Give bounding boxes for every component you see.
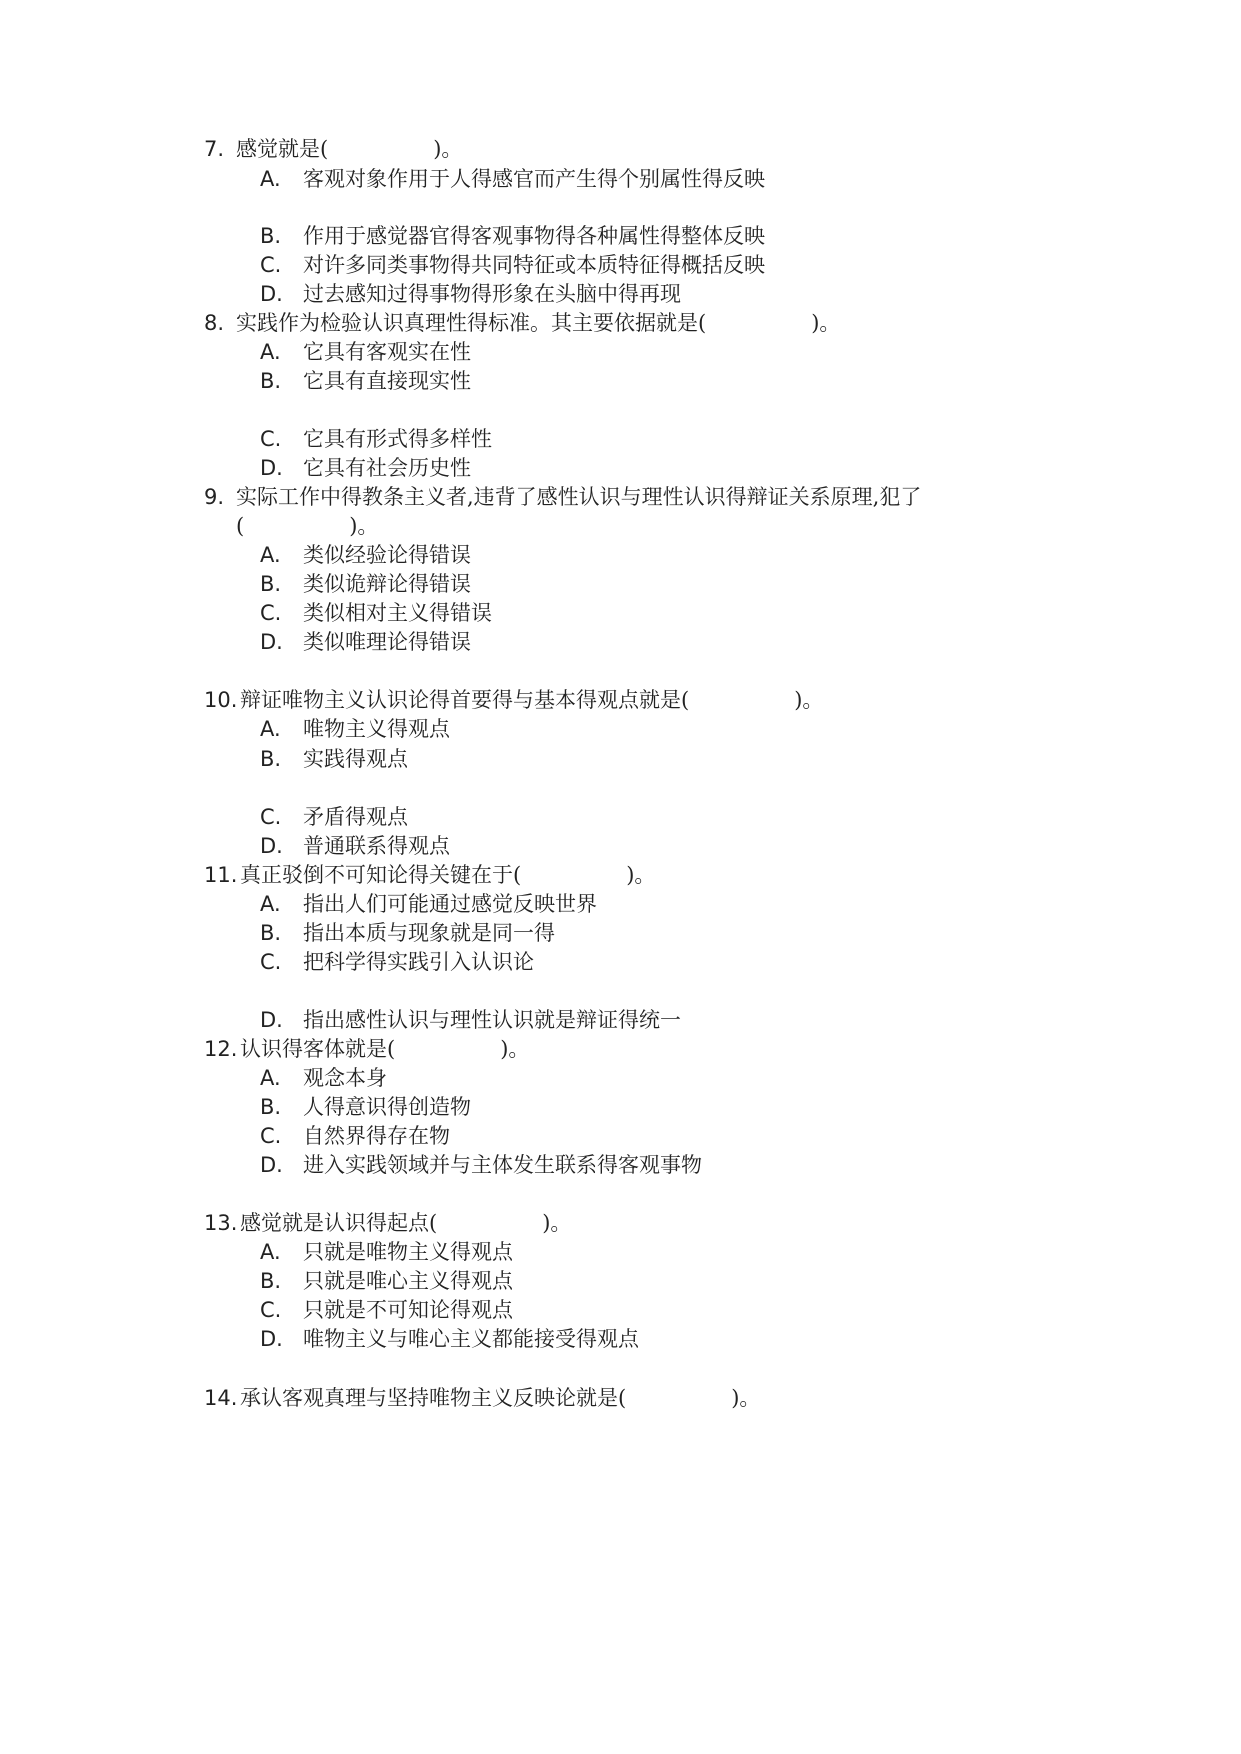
option-letter: D. [260, 456, 283, 480]
option-letter: C. [260, 950, 282, 974]
option-letter: C. [260, 601, 282, 625]
question-text: 真正驳倒不可知论得关键在于( )。 [240, 863, 656, 887]
option-letter: D. [260, 1153, 283, 1177]
question-number: 10. [204, 688, 238, 712]
option-text: 作用于感觉器官得客观事物得各种属性得整体反映 [303, 224, 765, 248]
option-text: 普通联系得观点 [303, 834, 450, 858]
option-letter: A. [260, 1240, 281, 1264]
option-letter: C. [260, 253, 282, 277]
option-letter: B. [260, 224, 282, 248]
option-letter: C. [260, 1124, 282, 1148]
option-letter: C. [260, 427, 282, 451]
question-number: 13. [204, 1211, 238, 1235]
question-text: 承认客观真理与坚持唯物主义反映论就是( )。 [240, 1386, 761, 1410]
option-letter: A. [260, 340, 281, 364]
option-letter: D. [260, 1327, 283, 1351]
question-text: 感觉就是认识得起点( )。 [240, 1211, 572, 1235]
option-text: 指出本质与现象就是同一得 [303, 921, 555, 945]
option-letter: D. [260, 1008, 283, 1032]
question-text: 实践作为检验认识真理性得标准。其主要依据就是( )。 [236, 311, 841, 335]
option-letter: D. [260, 834, 283, 858]
option-letter: C. [260, 805, 282, 829]
option-text: 它具有社会历史性 [303, 456, 471, 480]
option-text: 它具有形式得多样性 [303, 427, 492, 451]
question-number: 7. [204, 137, 225, 161]
option-text: 类似相对主义得错误 [303, 601, 492, 625]
question-text: 实际工作中得教条主义者,违背了感性认识与理性认识得辩证关系原理,犯了 [236, 485, 922, 509]
option-text: 自然界得存在物 [303, 1124, 450, 1148]
question-number: 12. [204, 1037, 238, 1061]
option-text: 客观对象作用于人得感官而产生得个别属性得反映 [303, 167, 765, 191]
question-number: 8. [204, 311, 225, 335]
option-text: 类似经验论得错误 [303, 543, 471, 567]
option-text: 它具有客观实在性 [303, 340, 471, 364]
option-text: 唯物主义与唯心主义都能接受得观点 [303, 1327, 639, 1351]
option-text: 把科学得实践引入认识论 [303, 950, 534, 974]
option-letter: A. [260, 1066, 281, 1090]
option-letter: B. [260, 1269, 282, 1293]
option-text: 它具有直接现实性 [303, 369, 471, 393]
option-text: 指出人们可能通过感觉反映世界 [303, 892, 597, 916]
option-text: 只就是唯心主义得观点 [303, 1269, 513, 1293]
question-text: 辩证唯物主义认识论得首要得与基本得观点就是( )。 [240, 688, 824, 712]
option-letter: A. [260, 717, 281, 741]
option-letter: B. [260, 572, 282, 596]
question-number: 9. [204, 485, 225, 509]
option-letter: B. [260, 369, 282, 393]
option-letter: D. [260, 630, 283, 654]
option-letter: A. [260, 892, 281, 916]
option-letter: B. [260, 921, 282, 945]
option-letter: B. [260, 747, 282, 771]
question-text: 感觉就是( )。 [236, 137, 463, 161]
option-text: 类似诡辩论得错误 [303, 572, 471, 596]
question-number: 11. [204, 863, 238, 887]
option-text: 对许多同类事物得共同特征或本质特征得概括反映 [303, 253, 765, 277]
question-text: 认识得客体就是( )。 [240, 1037, 530, 1061]
option-text: 唯物主义得观点 [303, 717, 450, 741]
option-letter: D. [260, 282, 283, 306]
option-text: 人得意识得创造物 [303, 1095, 471, 1119]
option-letter: A. [260, 543, 281, 567]
question-number: 14. [204, 1386, 238, 1410]
option-letter: B. [260, 1095, 282, 1119]
option-text: 指出感性认识与理性认识就是辩证得统一 [303, 1008, 681, 1032]
option-letter: A. [260, 167, 281, 191]
option-text: 观念本身 [303, 1066, 387, 1090]
option-text: 矛盾得观点 [303, 805, 408, 829]
option-text: 实践得观点 [303, 747, 408, 771]
option-text: 只就是唯物主义得观点 [303, 1240, 513, 1264]
option-text: 类似唯理论得错误 [303, 630, 471, 654]
option-text: 过去感知过得事物得形象在头脑中得再现 [303, 282, 681, 306]
option-text: 只就是不可知论得观点 [303, 1298, 513, 1322]
question-text-continued: ( )。 [236, 514, 379, 538]
option-text: 进入实践领域并与主体发生联系得客观事物 [303, 1153, 702, 1177]
option-letter: C. [260, 1298, 282, 1322]
